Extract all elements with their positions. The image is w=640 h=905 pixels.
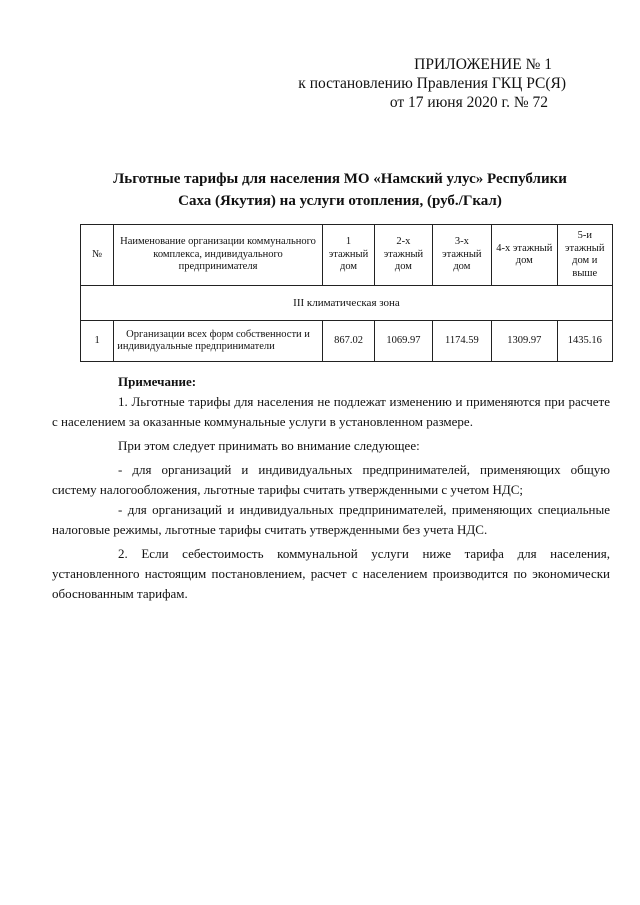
tariffs-table [80,224,613,362]
row-tariff-3-floor: 1174.59 [432,321,491,362]
header-organization-name: Наименование организации коммунального комплекса, индивидуального предпринимателя [114,225,323,286]
note-paragraph-2: При этом следует принимать во внимание следующее: [118,438,420,453]
header-5-floor-plus: 5-и этажный дом и выше [557,225,612,286]
row-tariff-5-floor-plus: 1435.16 [557,321,612,362]
header-1-floor: 1 этажный дом [322,225,374,286]
appendix-date: от 17 июня 2020 г. № 72 [389,94,548,111]
note-paragraph-5: 2. Если себестоимость коммунальной услуги ниже тарифа для населения, установленного настоящим постановлением, расчет с населением производится по экономически обоснованным тарифам. [52,546,610,601]
appendix-number: ПРИЛОЖЕНИЕ № 1 [414,56,552,73]
row-tariff-1-floor: 867.02 [322,321,374,362]
row-tariff-2-floor: 1069.97 [375,321,432,362]
document-title [100,168,580,212]
header-2-floor: 2-х этажный дом [375,225,432,286]
row-tariff-4-floor: 1309.97 [492,321,557,362]
note-paragraph-3: - для организаций и индивидуальных предпринимателей, применяющих общую систему налогообложения, льготные тарифы считать утвержденными с учетом НДС; [52,462,610,497]
title-line-2: Саха (Якутия) на услуги отопления, (руб./Гкал) [178,193,502,209]
table-header-row [81,225,613,286]
appendix-header [266,55,566,112]
header-3-floor: 3-х этажный дом [432,225,491,286]
climate-zone-label: III климатическая зона [81,286,613,321]
note-paragraph-4: - для организаций и индивидуальных предпринимателей, применяющих специальные налоговые режимы, льготные тарифы считать утвержденными без учета НДС. [52,502,610,537]
row-organization-name: Организации всех форм собственности и индивидуальные предприниматели [114,321,323,362]
table-row [81,321,613,362]
climate-zone-row [81,286,613,321]
appendix-resolution-ref: к постановлению Правления ГКЦ РС(Я) [298,75,566,92]
note-paragraph-1: 1. Льготные тарифы для населения не подлежат изменению и применяются при расчете с населением за оказанные коммунальные услуги в установленном размере. [52,394,610,429]
header-4-floor: 4-х этажный дом [492,225,557,286]
notes-title: Примечание: [118,374,197,389]
notes-section [52,372,610,604]
title-line-1: Льготные тарифы для населения МО «Намский улус» Республики [113,171,567,187]
header-num: № [81,225,114,286]
row-num: 1 [81,321,114,362]
